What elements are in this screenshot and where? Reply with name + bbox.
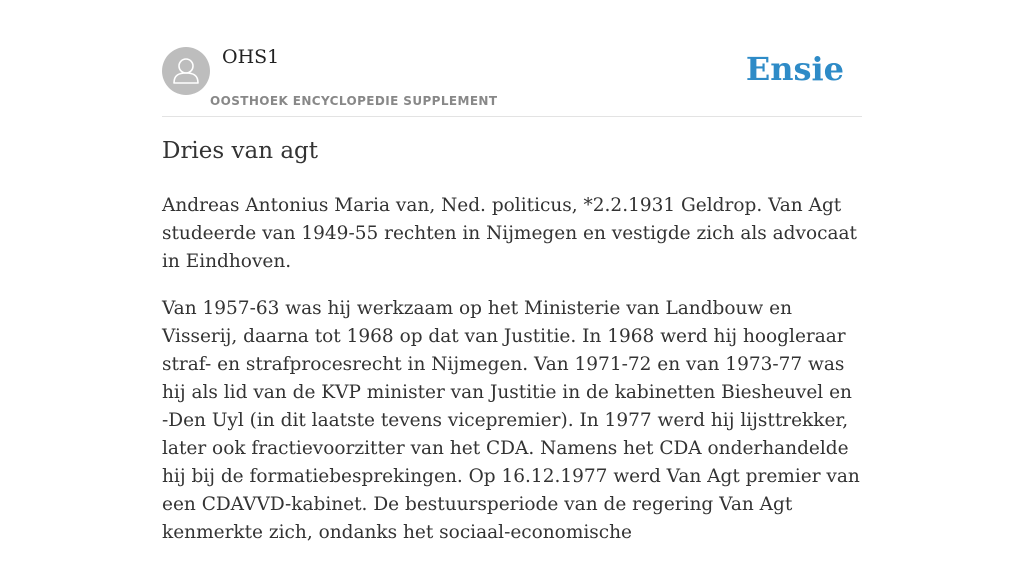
- header: [162, 40, 862, 117]
- brand-logo[interactable]: Ensie: [745, 50, 844, 88]
- article-title: Dries van agt: [162, 138, 319, 164]
- article-paragraph: Van 1957-63 was hij werkzaam op het Ministerie van Landbouw en Visserij, daarna tot 1968 op dat van Justitie. In 1968 werd hij hoogleraar straf- en strafprocesrecht in Nijmegen. Van 1971-72 en van 1973-77 was hij als lid van de KVP minister van Justitie in de kabinetten Biesheuvel en -Den Uyl (in dit laatste tevens vicepremier). In 1977 werd hij lijsttrekker, later ook fractievoorzitter van het CDA. Namens het CDA onderhandelde hij bij de formatiebesprekingen. Op 16.12.1977 werd Van Agt premier van een CDAVVD-kabinet. De bestuursperiode van de regering Van Agt kenmerkte zich, ondanks het sociaal-economische: [162, 298, 860, 543]
- article-paragraph: Andreas Antonius Maria van, Ned. politicus, *2.2.1931 Geldrop. Van Agt studeerde van 1949-55 rechten in Nijmegen en vestigde zich als advocaat in Eindhoven.: [162, 195, 857, 272]
- user-icon: [162, 47, 210, 95]
- source-label: OOSTHOEK ENCYCLOPEDIE SUPPLEMENT: [210, 94, 498, 108]
- article-body: [162, 192, 862, 566]
- username[interactable]: OHS1: [222, 46, 280, 68]
- avatar[interactable]: [162, 47, 210, 95]
